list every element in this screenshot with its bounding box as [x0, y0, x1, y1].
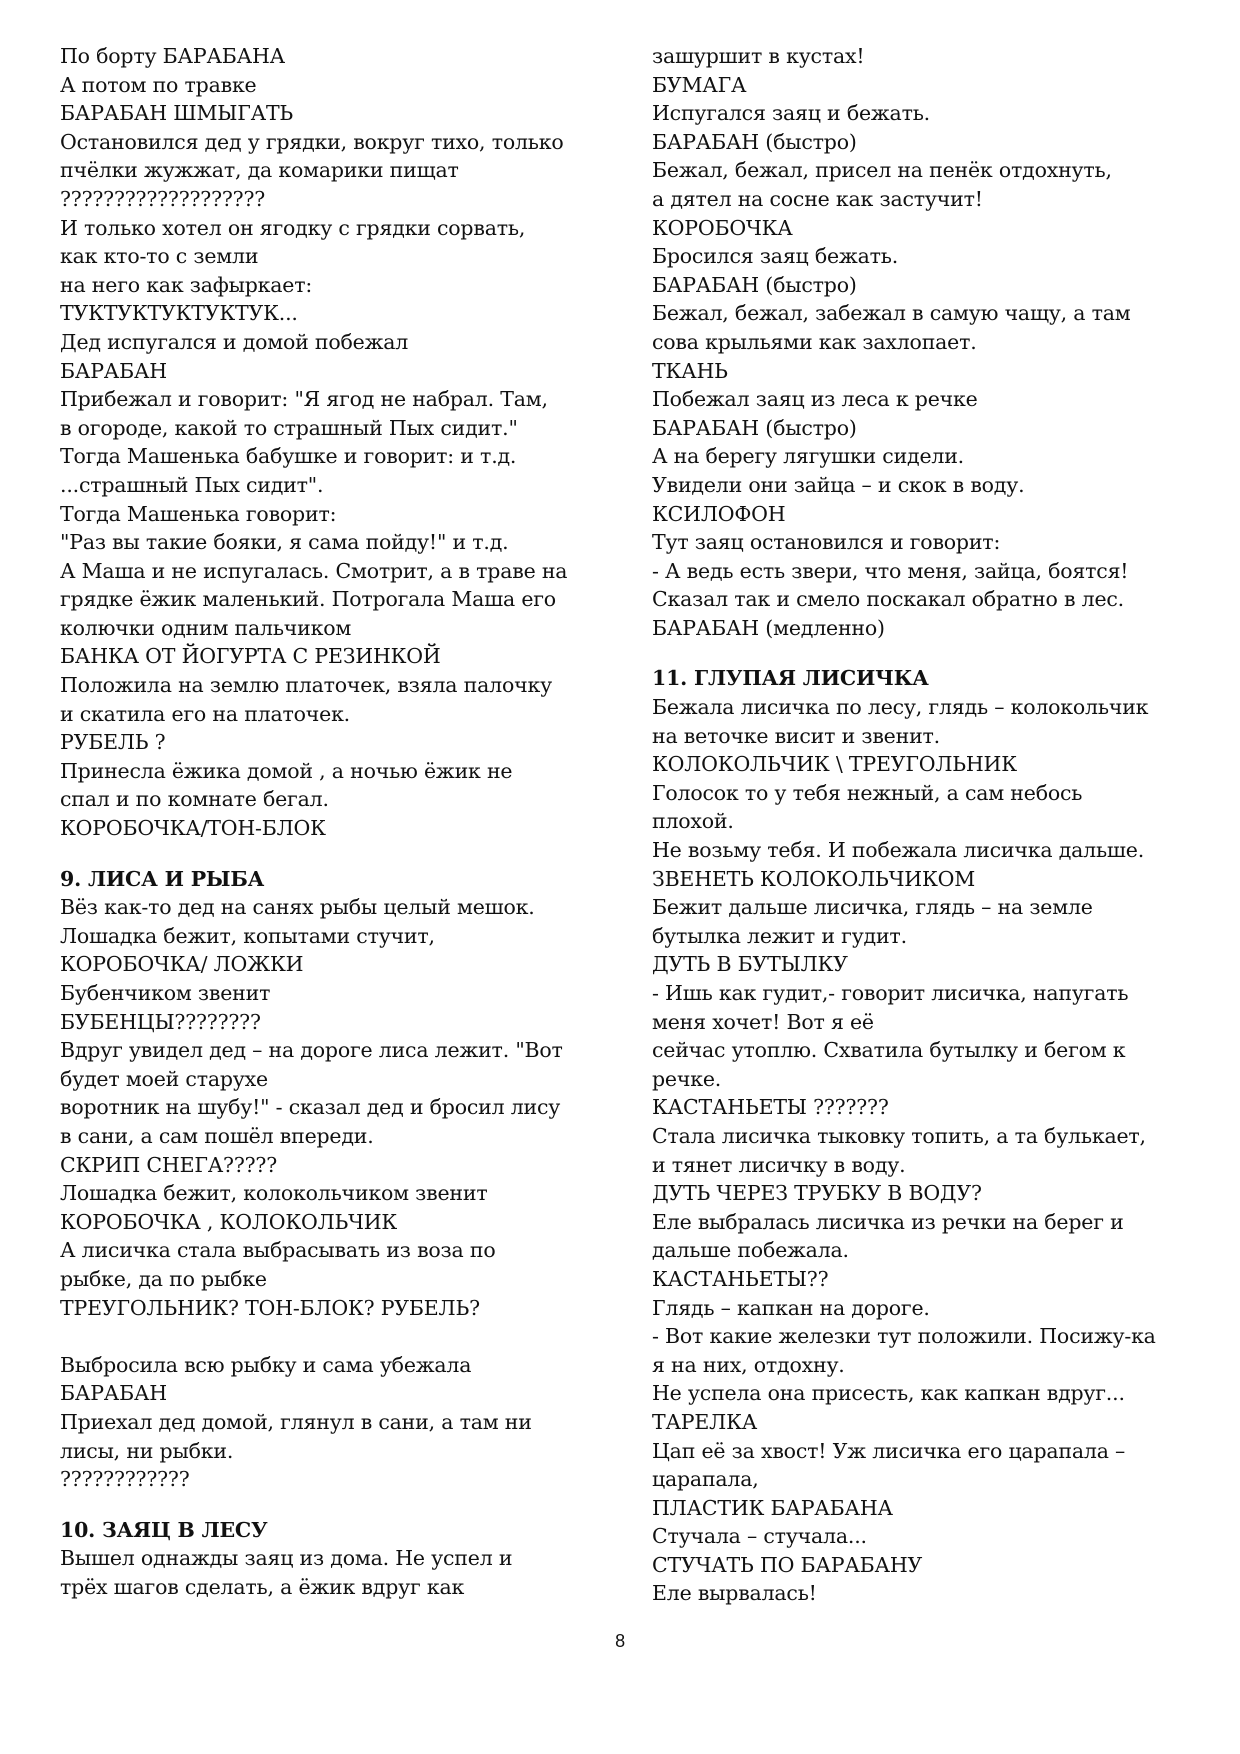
text-line: А Маша и не испугалась. Смотрит, а в траве на	[60, 558, 568, 583]
text-line: Голосок то у тебя нежный, а сам небось	[652, 780, 1083, 805]
text-line: Стала лисичка тыковку топить, а та булькает,	[652, 1123, 1146, 1148]
text-line: бутылка лежит и гудит.	[652, 923, 907, 948]
text-line: Тут заяц остановился и говорит:	[652, 530, 1001, 555]
text-line: сова крыльями как захлопает.	[652, 329, 977, 354]
text-line: пчёлки жужжат, да комарики пищат	[60, 158, 459, 183]
text-line: в огороде, какой то страшный Пых сидит."	[60, 415, 518, 440]
text-line: КОРОБОЧКА , КОЛОКОЛЬЧИК	[60, 1209, 398, 1234]
text-line: ????????????	[60, 1467, 190, 1492]
text-line: СКРИП СНЕГА?????	[60, 1152, 277, 1177]
text-line: воротник на шубу!" - сказал дед и бросил лису	[60, 1095, 561, 1120]
text-line: КСИЛОФОН	[652, 501, 786, 526]
text-line: БАРАБАН	[60, 1381, 167, 1406]
text-line: и скатила его на платочек.	[60, 701, 350, 726]
text-line: КОРОБОЧКА/ ЛОЖКИ	[60, 952, 304, 977]
text-line: спал и по комнате бегал.	[60, 787, 329, 812]
text-line: сейчас утоплю. Схватила бутылку и бегом к	[652, 1038, 1126, 1063]
text-line: Вдруг увидел дед – на дороге лиса лежит. "Вот	[60, 1038, 563, 1063]
text-line: Глядь – капкан на дороге.	[652, 1295, 930, 1320]
text-line: КОРОБОЧКА/ТОН-БЛОК	[60, 816, 326, 841]
text-line: Принесла ёжика домой , а ночью ёжик не	[60, 758, 513, 783]
text-line: Цап её за хвост! Уж лисичка его царапала –	[652, 1438, 1126, 1463]
section-spacer	[60, 843, 620, 865]
text-line: Лошадка бежит, копытами стучит,	[60, 923, 435, 948]
section-heading: 11. ГЛУПАЯ ЛИСИЧКА	[652, 666, 929, 691]
left-column	[60, 42, 620, 1601]
text-line: Остановился дед у грядки, вокруг тихо, только	[60, 129, 564, 154]
text-line: - А ведь есть звери, что меня, зайца, боятся!	[652, 558, 1129, 583]
text-line: будет моей старухе	[60, 1066, 268, 1091]
text-line: - Ишь как гудит,- говорит лисичка, напугать	[652, 981, 1129, 1005]
section-spacer	[652, 642, 1212, 664]
text-line: Дед испугался и домой побежал	[60, 329, 409, 354]
text-line: лисы, ни рыбки.	[60, 1438, 234, 1463]
text-line: ...страшный Пых сидит".	[60, 472, 324, 497]
text-line: ???????????????????	[60, 186, 266, 211]
text-line: "Раз вы такие бояки, я сама пойду!" и т.д.	[60, 530, 509, 555]
text-line: КАСТАНЬЕТЫ ???????	[652, 1095, 889, 1120]
blank-line	[60, 1322, 620, 1351]
text-line: Приехал дед домой, глянул в сани, а там ни	[60, 1409, 532, 1434]
section-heading: 9. ЛИСА И РЫБА	[60, 866, 265, 891]
text-line: По борту БАРАБАНА	[60, 44, 285, 68]
text-line: БАРАБАН	[60, 358, 167, 383]
text-line: ТАРЕЛКА	[652, 1409, 758, 1434]
text-line: Бежит дальше лисичка, глядь – на земле	[652, 895, 1093, 920]
text-line: Выбросила всю рыбку и сама убежала	[60, 1352, 472, 1377]
text-line: Лошадка бежит, колокольчиком звенит	[60, 1181, 488, 1206]
text-line: рыбке, да по рыбке	[60, 1266, 267, 1291]
text-line: Вышел однажды заяц из дома. Не успел и	[60, 1546, 513, 1571]
text-line: Не успела она присесть, как капкан вдруг...	[652, 1381, 1125, 1406]
text-line: - Вот какие железки тут положили. Посижу-ка	[652, 1324, 1156, 1349]
text-line: БАРАБАН (быстро)	[652, 272, 857, 297]
text-line: СТУЧАТЬ ПО БАРАБАНУ	[652, 1552, 923, 1577]
text-line: Прибежал и говорит: "Я ягод не набрал. Там,	[60, 387, 548, 412]
text-line: КАСТАНЬЕТЫ??	[652, 1266, 829, 1291]
right-column	[652, 42, 1212, 1608]
text-line: Тогда Машенька говорит:	[60, 501, 337, 526]
text-line: ТРЕУГОЛЬНИК? ТОН-БЛОК? РУБЕЛЬ?	[60, 1295, 480, 1320]
text-line: БАРАБАН ШМЫГАТЬ	[60, 101, 294, 126]
text-line: БАНКА ОТ ЙОГУРТА С РЕЗИНКОЙ	[60, 644, 441, 669]
text-line: Бросился заяц бежать.	[652, 244, 899, 269]
text-line: речке.	[652, 1066, 722, 1091]
text-line: Стучала – стучала...	[652, 1524, 867, 1549]
text-line: Побежал заяц из леса к речке	[652, 387, 978, 412]
text-line: И только хотел он ягодку с грядки сорвать,	[60, 215, 526, 240]
section-spacer	[60, 1494, 620, 1516]
section-heading: 10. ЗАЯЦ В ЛЕСУ	[60, 1517, 268, 1542]
text-line: колючки одним пальчиком	[60, 615, 352, 640]
text-line: Еле выбралась лисичка из речки на берег и	[652, 1209, 1124, 1234]
text-line: РУБЕЛЬ ?	[60, 730, 166, 755]
text-line: ТКАНЬ	[652, 358, 728, 383]
text-line: Сказал так и смело поскакал обратно в лес.	[652, 587, 1124, 612]
text-line: царапала,	[652, 1467, 759, 1492]
text-line: А потом по травке	[60, 72, 257, 97]
text-line: а дятел на сосне как застучит!	[652, 186, 983, 211]
text-line: Вёз как-то дед на санях рыбы целый мешок.	[60, 895, 535, 920]
text-line: БАРАБАН (медленно)	[652, 615, 885, 640]
text-line: зашуршит в кустах!	[652, 44, 865, 68]
text-line: Положила на землю платочек, взяла палочку	[60, 673, 552, 698]
text-line: ЗВЕНЕТЬ КОЛОКОЛЬЧИКОМ	[652, 866, 976, 891]
text-line: БУМАГА	[652, 72, 747, 97]
text-line: БАРАБАН (быстро)	[652, 129, 857, 154]
text-line: Бежал, бежал, присел на пенёк отдохнуть,	[652, 158, 1112, 183]
text-line: Бубенчиком звенит	[60, 981, 271, 1005]
text-line: в сани, а сам пошёл впереди.	[60, 1123, 374, 1148]
text-line: и тянет лисичку в воду.	[652, 1152, 906, 1177]
text-line: КОЛОКОЛЬЧИК \ ТРЕУГОЛЬНИК	[652, 752, 1017, 777]
text-line: БАРАБАН (быстро)	[652, 415, 857, 440]
text-line: ПЛАСТИК БАРАБАНА	[652, 1495, 893, 1520]
text-line: Бежала лисичка по лесу, глядь – колокольчик	[652, 695, 1149, 720]
text-line: трёх шагов сделать, а ёжик вдруг как	[60, 1574, 465, 1599]
text-line: меня хочет! Вот я её	[652, 1009, 874, 1034]
text-line: А на берегу лягушки сидели.	[652, 444, 964, 469]
text-line: грядке ёжик маленький. Потрогала Маша его	[60, 587, 556, 612]
text-line: я на них, отдохну.	[652, 1352, 845, 1377]
page-number: 8	[615, 1631, 625, 1651]
text-line: как кто-то с земли	[60, 244, 259, 269]
text-line: на веточке висит и звенит.	[652, 723, 940, 748]
text-line: Увидели они зайца – и скок в воду.	[652, 472, 1025, 497]
text-line: на него как зафыркает:	[60, 272, 313, 297]
text-line: КОРОБОЧКА	[652, 215, 793, 240]
text-line: дальше побежала.	[652, 1238, 849, 1263]
text-line: ТУКТУКТУКТУКТУК...	[60, 301, 298, 326]
text-line: ДУТЬ ЧЕРЕЗ ТРУБКУ В ВОДУ?	[652, 1181, 982, 1206]
text-line: Еле вырвалась!	[652, 1581, 817, 1606]
text-line: плохой.	[652, 809, 734, 834]
text-line: Тогда Машенька бабушке и говорит: и т.д.	[60, 444, 517, 469]
text-line: Не возьму тебя. И побежала лисичка дальше.	[652, 838, 1145, 863]
text-line: ДУТЬ В БУТЫЛКУ	[652, 952, 848, 977]
text-line: А лисичка стала выбрасывать из воза по	[60, 1238, 496, 1263]
text-line: БУБЕНЦЫ????????	[60, 1009, 261, 1034]
text-line: Испугался заяц и бежать.	[652, 101, 930, 126]
text-line: Бежал, бежал, забежал в самую чащу, а там	[652, 301, 1131, 326]
